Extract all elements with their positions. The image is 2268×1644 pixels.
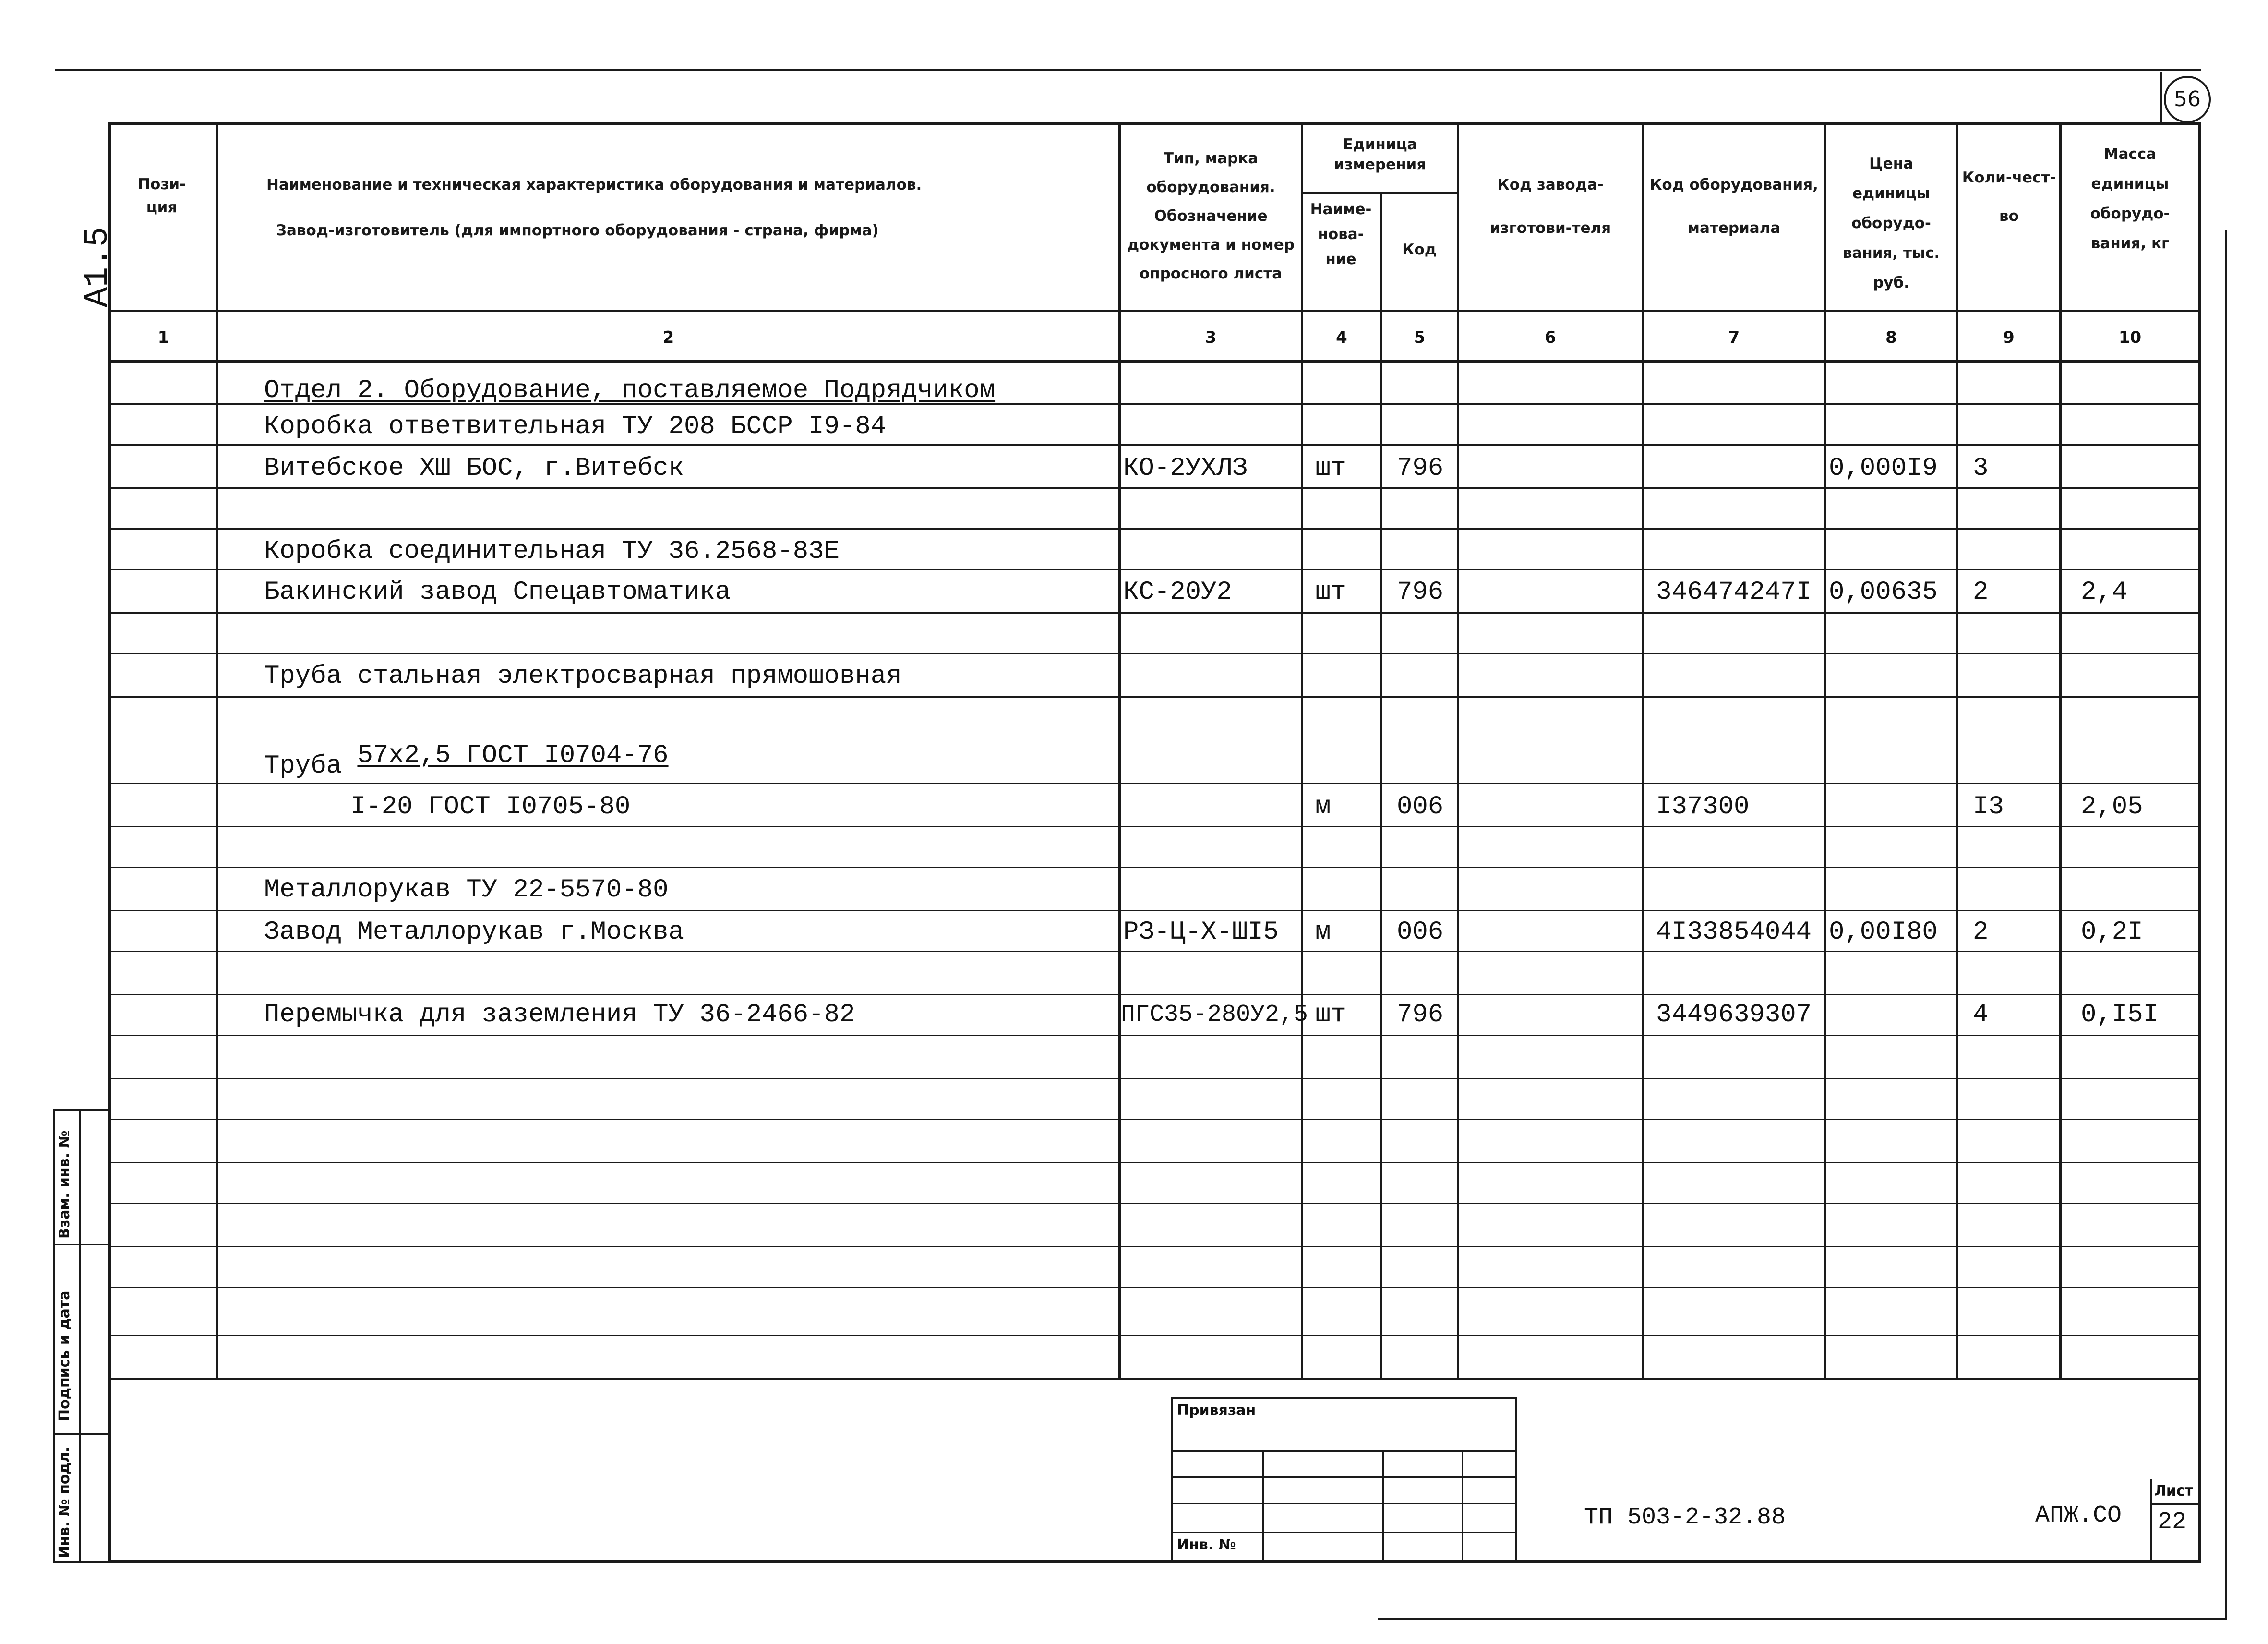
item-unit: шт — [1315, 1000, 1346, 1029]
item-type: РЗ-Ц-Х-ШI5 — [1123, 918, 1279, 947]
header-qty: Коли-чест-во — [1962, 169, 2056, 225]
column-number: 4 — [1336, 328, 1347, 347]
stamp-line — [1171, 1532, 1517, 1533]
item-mass: 0,I5I — [2081, 1000, 2159, 1029]
row-line — [108, 1203, 2201, 1204]
sheet-number: 22 — [2158, 1509, 2187, 1536]
item-name: Витебское ХШ БОС, г.Витебск — [264, 454, 684, 483]
table-bottom — [108, 1378, 2201, 1380]
item-type: КС-20У2 — [1123, 578, 1232, 607]
header-name-line1: Наименование и техническая характеристика оборудования и материалов. — [266, 176, 922, 193]
row-line — [108, 867, 2201, 868]
item-name: I-20 ГОСТ I0705-80 — [350, 792, 631, 822]
header-unit-code: Код — [1402, 241, 1437, 258]
header-mass: Масса единицы оборудо-вания, кг — [2090, 145, 2170, 252]
item-name: Завод Металлорукав г.Москва — [264, 918, 684, 947]
stamp-line — [1171, 1503, 1517, 1504]
frame-bottom — [108, 1560, 2201, 1563]
column-number: 8 — [1885, 328, 1897, 347]
item-price: 0,00I80 — [1829, 918, 1938, 947]
item-name: Металлорукав ТУ 22-5570-80 — [264, 875, 669, 905]
stamp-line — [1171, 1450, 1517, 1452]
item-name — [264, 741, 669, 787]
item-unit-code: 006 — [1397, 918, 1444, 947]
item-qty: 2 — [1973, 918, 1989, 947]
header-unit-name: Наиме-нова-ние — [1310, 201, 1372, 268]
document-suffix: АПЖ.СО — [2035, 1502, 2122, 1529]
item-qty: 2 — [1973, 578, 1989, 607]
header-type: Тип, марка оборудования. Обозначение документа и номер опросного листа — [1127, 150, 1295, 282]
column-number: 2 — [662, 328, 674, 347]
column-number: 5 — [1414, 328, 1426, 347]
top-margin-line — [55, 69, 2201, 71]
item-name: Бакинский завод Спецавтоматика — [264, 578, 731, 607]
item-qty: 4 — [1973, 1000, 1989, 1029]
item-type: ПГС35-280У2,5 — [1121, 1001, 1308, 1028]
header-factory-code: Код завода-изготови-теля — [1489, 176, 1611, 237]
item-unit: шт — [1315, 454, 1346, 483]
item-qty: 3 — [1973, 454, 1989, 483]
stamp-inv-label: Инв. № — [1177, 1536, 1236, 1553]
col-line-4 — [1380, 192, 1382, 1380]
column-number: 3 — [1205, 328, 1217, 347]
header-name-line2: Завод-изготовитель (для импортного оборудования - страна, фирма) — [276, 222, 879, 239]
item-equip-code: 4I33854044 — [1656, 918, 1812, 947]
side-strip-divider — [79, 1109, 81, 1563]
row-line — [108, 1078, 2201, 1079]
item-price: 0,00635 — [1829, 578, 1938, 607]
item-unit-code: 796 — [1397, 454, 1444, 483]
row-line — [108, 653, 2201, 654]
item-unit-code: 796 — [1397, 578, 1444, 607]
item-equip-code: I37300 — [1656, 792, 1750, 822]
item-mass: 2,4 — [2081, 578, 2128, 607]
header-position: Пози-ция — [138, 176, 186, 216]
sheet-box-divider — [2150, 1503, 2201, 1505]
sheet-box-left — [2150, 1479, 2152, 1563]
unit-header-divider — [1301, 192, 1459, 194]
right-margin-line — [2225, 230, 2227, 1620]
page-number-badge — [2164, 76, 2211, 123]
item-mass: 2,05 — [2081, 792, 2143, 822]
row-line — [108, 1287, 2201, 1288]
stamp-line — [1171, 1476, 1517, 1478]
row-line — [108, 1162, 2201, 1163]
sheet-label: Лист — [2154, 1483, 2194, 1499]
bottom-margin-line — [1378, 1618, 2227, 1620]
item-equip-code: 3449639307 — [1656, 1000, 1812, 1029]
stamp-vline — [1382, 1450, 1384, 1560]
item-qty: I3 — [1973, 792, 2004, 822]
header-equip-code: Код оборудования, материала — [1650, 176, 1818, 237]
side-label-inv-podl: Инв. № подл. — [56, 1446, 73, 1558]
column-number: 6 — [1545, 328, 1556, 347]
side-label-podpis: Подпись и дата — [56, 1290, 73, 1421]
item-type: КО-2УХЛЗ — [1123, 454, 1248, 483]
item-name-standard: 57х2,5 ГОСТ I0704-76 — [357, 741, 669, 770]
item-name: Коробка ответвительная ТУ 208 БССР I9-84 — [264, 412, 887, 441]
item-price: 0,000I9 — [1829, 454, 1938, 483]
row-line — [108, 528, 2201, 530]
item-name: Коробка соединительная ТУ 36.2568-83Е — [264, 537, 840, 566]
row-line — [108, 1335, 2201, 1336]
colnum-bottom — [108, 360, 2201, 363]
side-strip-row2 — [53, 1433, 110, 1435]
header-price: Цена единицы оборудо-вания, тыс. руб. — [1842, 155, 1940, 291]
stamp-vline — [1462, 1450, 1463, 1560]
column-number: 1 — [157, 328, 169, 347]
section-title: Отдел 2. Оборудование, поставляемое Подрядчиком — [264, 376, 996, 405]
row-line — [108, 1119, 2201, 1120]
item-unit-code: 796 — [1397, 1000, 1444, 1029]
item-unit: шт — [1315, 578, 1346, 607]
document-code: ТП 503-2-32.88 — [1584, 1504, 1786, 1531]
frame-right — [2198, 122, 2201, 1563]
column-number: 7 — [1728, 328, 1740, 347]
header-unit: Единица измерения — [1333, 136, 1427, 173]
stamp-vline — [1262, 1450, 1264, 1560]
item-unit-code: 006 — [1397, 792, 1444, 822]
item-name: Труба стальная электросварная прямошовная — [264, 662, 902, 691]
item-unit: м — [1315, 918, 1331, 947]
column-number: 9 — [2003, 328, 2015, 347]
item-name: Перемычка для заземления ТУ 36-2466-82 — [264, 1000, 855, 1029]
item-equip-code: 346474247I — [1656, 578, 1812, 607]
stamp-bound-label: Привязан — [1177, 1402, 1256, 1419]
badge-divider — [2160, 72, 2162, 125]
side-label-vzam: Взам. инв. № — [56, 1130, 73, 1239]
item-mass: 0,2I — [2081, 918, 2143, 947]
page-number: 56 — [2174, 87, 2201, 111]
header-bottom — [108, 310, 2201, 312]
item-unit: м — [1315, 792, 1331, 822]
margin-label: A1.5 — [79, 226, 117, 307]
item-name-main: Труба — [264, 751, 342, 781]
side-strip-row1 — [53, 1244, 110, 1245]
frame-top — [108, 122, 2201, 125]
column-number: 10 — [2118, 328, 2142, 347]
row-line — [108, 1246, 2201, 1247]
